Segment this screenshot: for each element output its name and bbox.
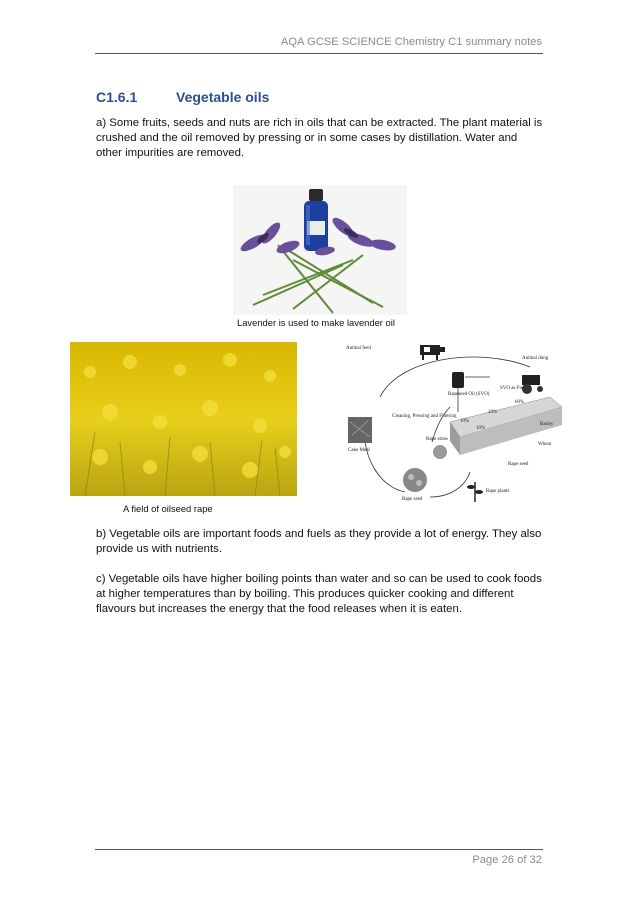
page-number: Page 26 of 32 bbox=[472, 854, 542, 866]
header-rule bbox=[95, 53, 543, 54]
label-pct-10b: 10% bbox=[476, 426, 486, 431]
label-pct-10a: 10% bbox=[460, 419, 470, 424]
rape-field-caption: A field of oilseed rape bbox=[123, 503, 213, 514]
label-rape-seed-field: Rape seed bbox=[508, 462, 529, 467]
label-barley: Barley bbox=[540, 422, 554, 427]
page-header: AQA GCSE SCIENCE Chemistry C1 summary notes bbox=[280, 36, 542, 48]
section-title: Vegetable oils bbox=[176, 89, 270, 105]
oil-barrel-icon bbox=[452, 372, 464, 388]
label-rape-seed: Rape seed bbox=[402, 497, 423, 502]
footer-rule bbox=[95, 849, 543, 850]
label-pct-60: 60% bbox=[515, 400, 525, 405]
oilseed-rape-field-photo bbox=[70, 342, 297, 496]
label-rape-straw: Rape straw bbox=[426, 437, 449, 442]
rape-seed-icon bbox=[403, 468, 427, 492]
paragraph-a: a) Some fruits, seeds and nuts are rich in oils that can be extracted. The plant material is crushed and the oil removed by pressing or in some cases by distillation. Water and other impurities are removed. bbox=[96, 117, 543, 159]
label-animal-dung: Animal dung bbox=[522, 356, 549, 361]
lavender-caption: Lavender is used to make lavender oil bbox=[237, 317, 395, 328]
rapeseed-cycle-diagram bbox=[340, 337, 562, 505]
paragraph-b: b) Vegetable oils are important foods and fuels as they provide a lot of energy. They also provide us with nutrients. bbox=[96, 528, 542, 555]
paragraph-c: c) Vegetable oils have higher boiling points than water and so can be used to cook foods at higher temperatures than by boiling. This produces quicker cooking and different flavours but increases the energy that the food releases when it is eaten. bbox=[96, 573, 542, 615]
label-wheat: Wheat bbox=[538, 442, 552, 447]
cake-meal-icon bbox=[348, 417, 372, 443]
section-number: C1.6.1 bbox=[96, 89, 138, 105]
cow-icon bbox=[420, 345, 445, 360]
label-animal-feed: Animal feed bbox=[346, 346, 371, 351]
rape-straw-icon bbox=[433, 445, 447, 459]
label-cleaning: Cleaning, Pressing and Filtering bbox=[392, 414, 457, 419]
tractor-icon bbox=[522, 375, 543, 394]
label-cake-meal: Cake Meal bbox=[348, 448, 370, 453]
label-pct-20: 20% bbox=[488, 410, 498, 415]
rape-plant-icon bbox=[467, 482, 483, 502]
label-rapeseed-oil: Rapeseed Oil (SVO) bbox=[448, 392, 490, 397]
label-svo-fuel: SVO as Fuel bbox=[500, 386, 526, 391]
label-rape-plants: Rape plants bbox=[486, 489, 510, 494]
lavender-oil-photo bbox=[233, 185, 407, 315]
